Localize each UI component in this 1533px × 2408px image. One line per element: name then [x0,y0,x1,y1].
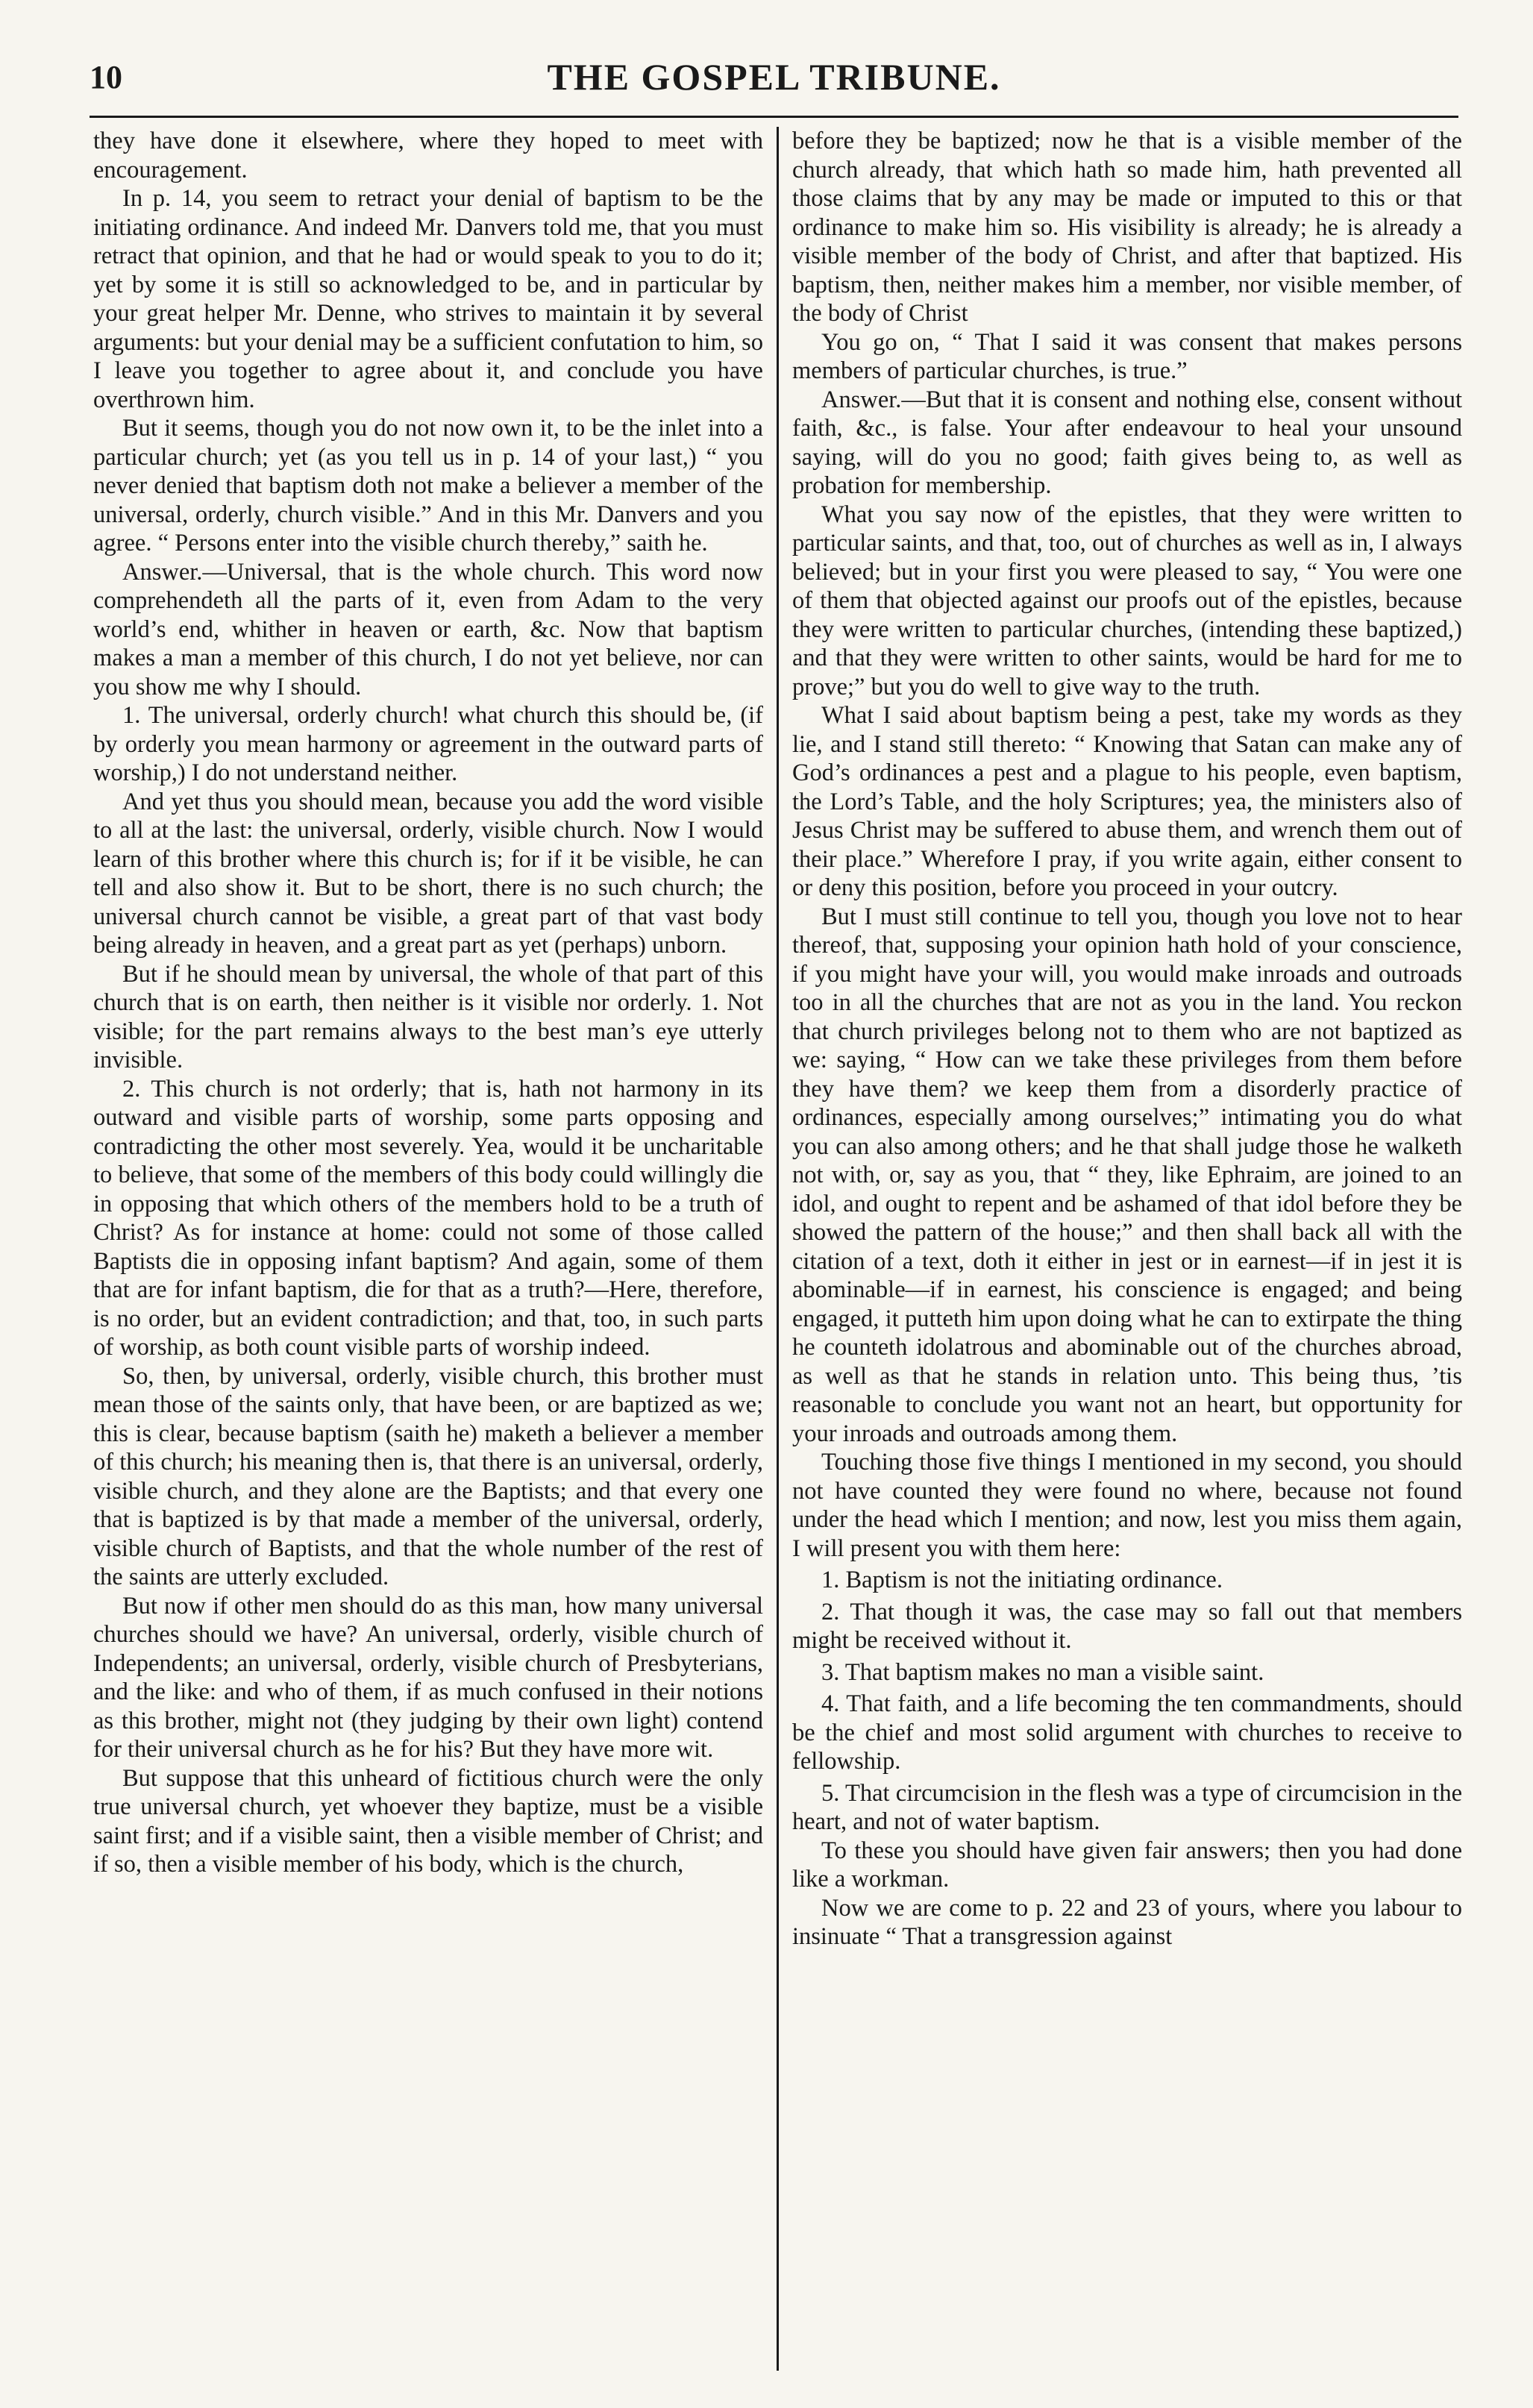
paragraph: 2. This church is not orderly; that is, hath not harmony in its outward and visible parts of worship, some parts opposing and contradicting the other most severely. Yea, would it be uncharitable to believe, that some of the members of this body could willingly die in opposing that which others of the members hold to be a truth of Christ? As for instance at home: could not some of those called Baptists die in opposing infant baptism? And again, some of them that are for infant baptism, die for that as a truth?—Here, therefore, is no order, but an evident contradiction; and that, too, in such parts of worship, as both count visible parts of worship indeed. [93,1075,763,1361]
list-item: 4. That faith, and a life becoming the ten commandments, should be the chief and most solid argument with churches to receive to fellowship. [792,1690,1462,1775]
paragraph: In p. 14, you seem to retract your denial of baptism to be the initiating ordinance. And indeed Mr. Danvers told me, that you must retract that opinion, and that he had or would speak to you to do it; yet by some it is still so acknowledged to be, and in particular by your great helper Mr. Denne, who strives to maintain it by several arguments: but your denial may be a sufficient confutation to him, so I leave you together to agree about it, and conclude you have overthrown him. [93,185,763,413]
list-item: 1. Baptism is not the initiating ordinance. [821,1567,1223,1593]
paragraph: But it seems, though you do not now own it, to be the inlet into a particular church; yet (as you tell us in p. 14 of your last,) “ you never denied that baptism doth not make a believer a member of the universal, orderly, church visible.” And in this Mr. Danvers and you agree. “ Persons enter into the visible church thereby,” saith he. [93,415,763,556]
paragraph: And yet thus you should mean, because you add the word visible to all at the last: the universal, orderly, visible church. Now I would learn of this brother where this church is; for if it be visible, he can tell and also show it. But to be short, there is no such church; the universal church cannot be visible, a great part of that vast body being already in heaven, and a great part as yet (perhaps) unborn. [93,788,763,959]
list-item: 2. That though it was, the case may so fall out that members might be received without it. [792,1598,1462,1654]
paragraph: So, then, by universal, orderly, visible church, this brother must mean those of the saints only, that have been, or are baptized as we; this is clear, because baptism (saith he) maketh a believer a member of this church; his meaning then is, that there is an universal, orderly, visible church, and they alone are the Baptists; and that every one that is baptized is by that made a member of the universal, orderly, visible church of Baptists, and that the whole number of the rest of the saints are utterly excluded. [93,1362,763,1590]
paragraph: But suppose that this unheard of fictitious church were the only true universal church, yet whoever they baptize, must be a visible saint first; and if a visible saint, then a visible member of Christ; and if so, then a visible member of his body, which is the church, [93,1764,763,1878]
paragraph: they have done it elsewhere, where they hoped to meet with encouragement. [93,128,763,184]
paragraph: Answer.—But that it is consent and nothing else, consent without faith, &c., is false. Your after endeavour to heal your unsound saying, will do you no good; faith gives being to, as well as probation for membership. [792,386,1462,499]
paragraph: before they be baptized; now he that is a visible member of the church already, that which hath so made him, hath prevented all those claims that by any may be made or imputed to this or that ordinance to make him so. His visibility is already; he is already a visible member of the body of Christ, and after that baptized. His baptism, then, neither makes him a member, nor visible member, of the body of Christ [792,128,1462,327]
right-column [779,127,1462,2371]
paragraph: But I must still continue to tell you, though you love not to hear thereof, that, supposing your opinion hath hold of your conscience, if you might have your will, you would make inroads and outroads too in all the churches that are not as you in the land. You reckon that church privileges belong not to them who are not baptized as we: saying, “ How can we take these privileges from them before they have them? we keep them from a disorderly practice of ordinances, especially among ourselves;” intimating you do what you can also among others; and he that shall judge those he walketh not with, or, say as you, that “ they, like Ephraim, are joined to an idol, and ought to repent and be ashamed of that idol before they be showed the pattern of the house;” and then shall back all with the citation of a text, doth it either in jest or in earnest—if in jest it is abominable—if in earnest, his conscience is engaged; and being engaged, it putteth him upon doing what he can to extirpate the thing he counteth idolatrous and abominable out of the churches abroad, as well as that he stands in relation unto. This being thus, ’tis reasonable to conclude you want not an heart, but opportunity for your inroads and outroads among them. [792,903,1462,1447]
text-columns [93,127,1462,2371]
paragraph: Answer.—Universal, that is the whole church. This word now comprehendeth all the parts of it, even from Adam to the very world’s end, whither in heaven or earth, &c. Now that baptism makes a man a member of this church, I do not yet believe, nor can you show me why I should. [93,558,763,700]
paragraph: To these you should have given fair answers; then you had done like a workman. [792,1837,1462,1893]
paragraph: What I said about baptism being a pest, take my words as they lie, and I stand still thereto: “ Knowing that Satan can make any of God’s ordinances a pest and a plague to his people, even baptism, the Lord’s Table, and the holy Scriptures; yea, the ministers also of Jesus Christ may be suffered to abuse them, and wrench them out of their place.” Wherefore I pray, if you write again, either consent to or deny this position, before you proceed in your outcry. [792,702,1462,901]
masthead-title: THE GOSPEL TRIBUNE. [547,56,1001,98]
list-item: 5. That circumcision in the flesh was a type of circumcision in the heart, and not of water baptism. [792,1779,1462,1835]
page-number: 10 [90,59,122,95]
page-header [90,45,1458,118]
paragraph: But if he should mean by universal, the whole of that part of this church that is on earth, then neither is it visible nor orderly. 1. Not visible; for the part remains always to the best man’s eye utterly invisible. [93,960,763,1073]
paragraph: You go on, “ That I said it was consent that makes persons members of particular churches, is true.” [792,328,1462,384]
paragraph: But now if other men should do as this man, how many universal churches should we have? An universal, orderly, visible church of Independents; an universal, orderly, visible church of Presbyterians, and the like: and who of them, if as much confused in their notions as this brother, might not (they judging by their own light) contend for their universal church as he for his? But they have more wit. [93,1592,763,1763]
left-column [93,127,777,2371]
paragraph: What you say now of the epistles, that they were written to particular saints, and that, too, out of churches as well as in, I always believed; but in your first you were pleased to say, “ You were one of them that objected against our proofs out of the epistles, because they were written to particular churches, (intending these baptized,) and that they were written to other saints, would be hard for me to prove;” but you do well to give way to the truth. [792,501,1462,700]
list-item: 3. That baptism makes no man a visible saint. [821,1658,1264,1686]
paragraph: 1. The universal, orderly church! what church this should be, (if by orderly you mean harmony or agreement in the outward parts of worship,) I do not understand neither. [93,702,763,786]
paragraph: Touching those five things I mentioned in my second, you should not have counted they were found no where, because not found under the head which I mention; and now, lest you miss them again, I will present you with them here: [792,1449,1462,1562]
paragraph: Now we are come to p. 22 and 23 of yours, where you labour to insinuate “ That a transgression against [792,1894,1462,1950]
